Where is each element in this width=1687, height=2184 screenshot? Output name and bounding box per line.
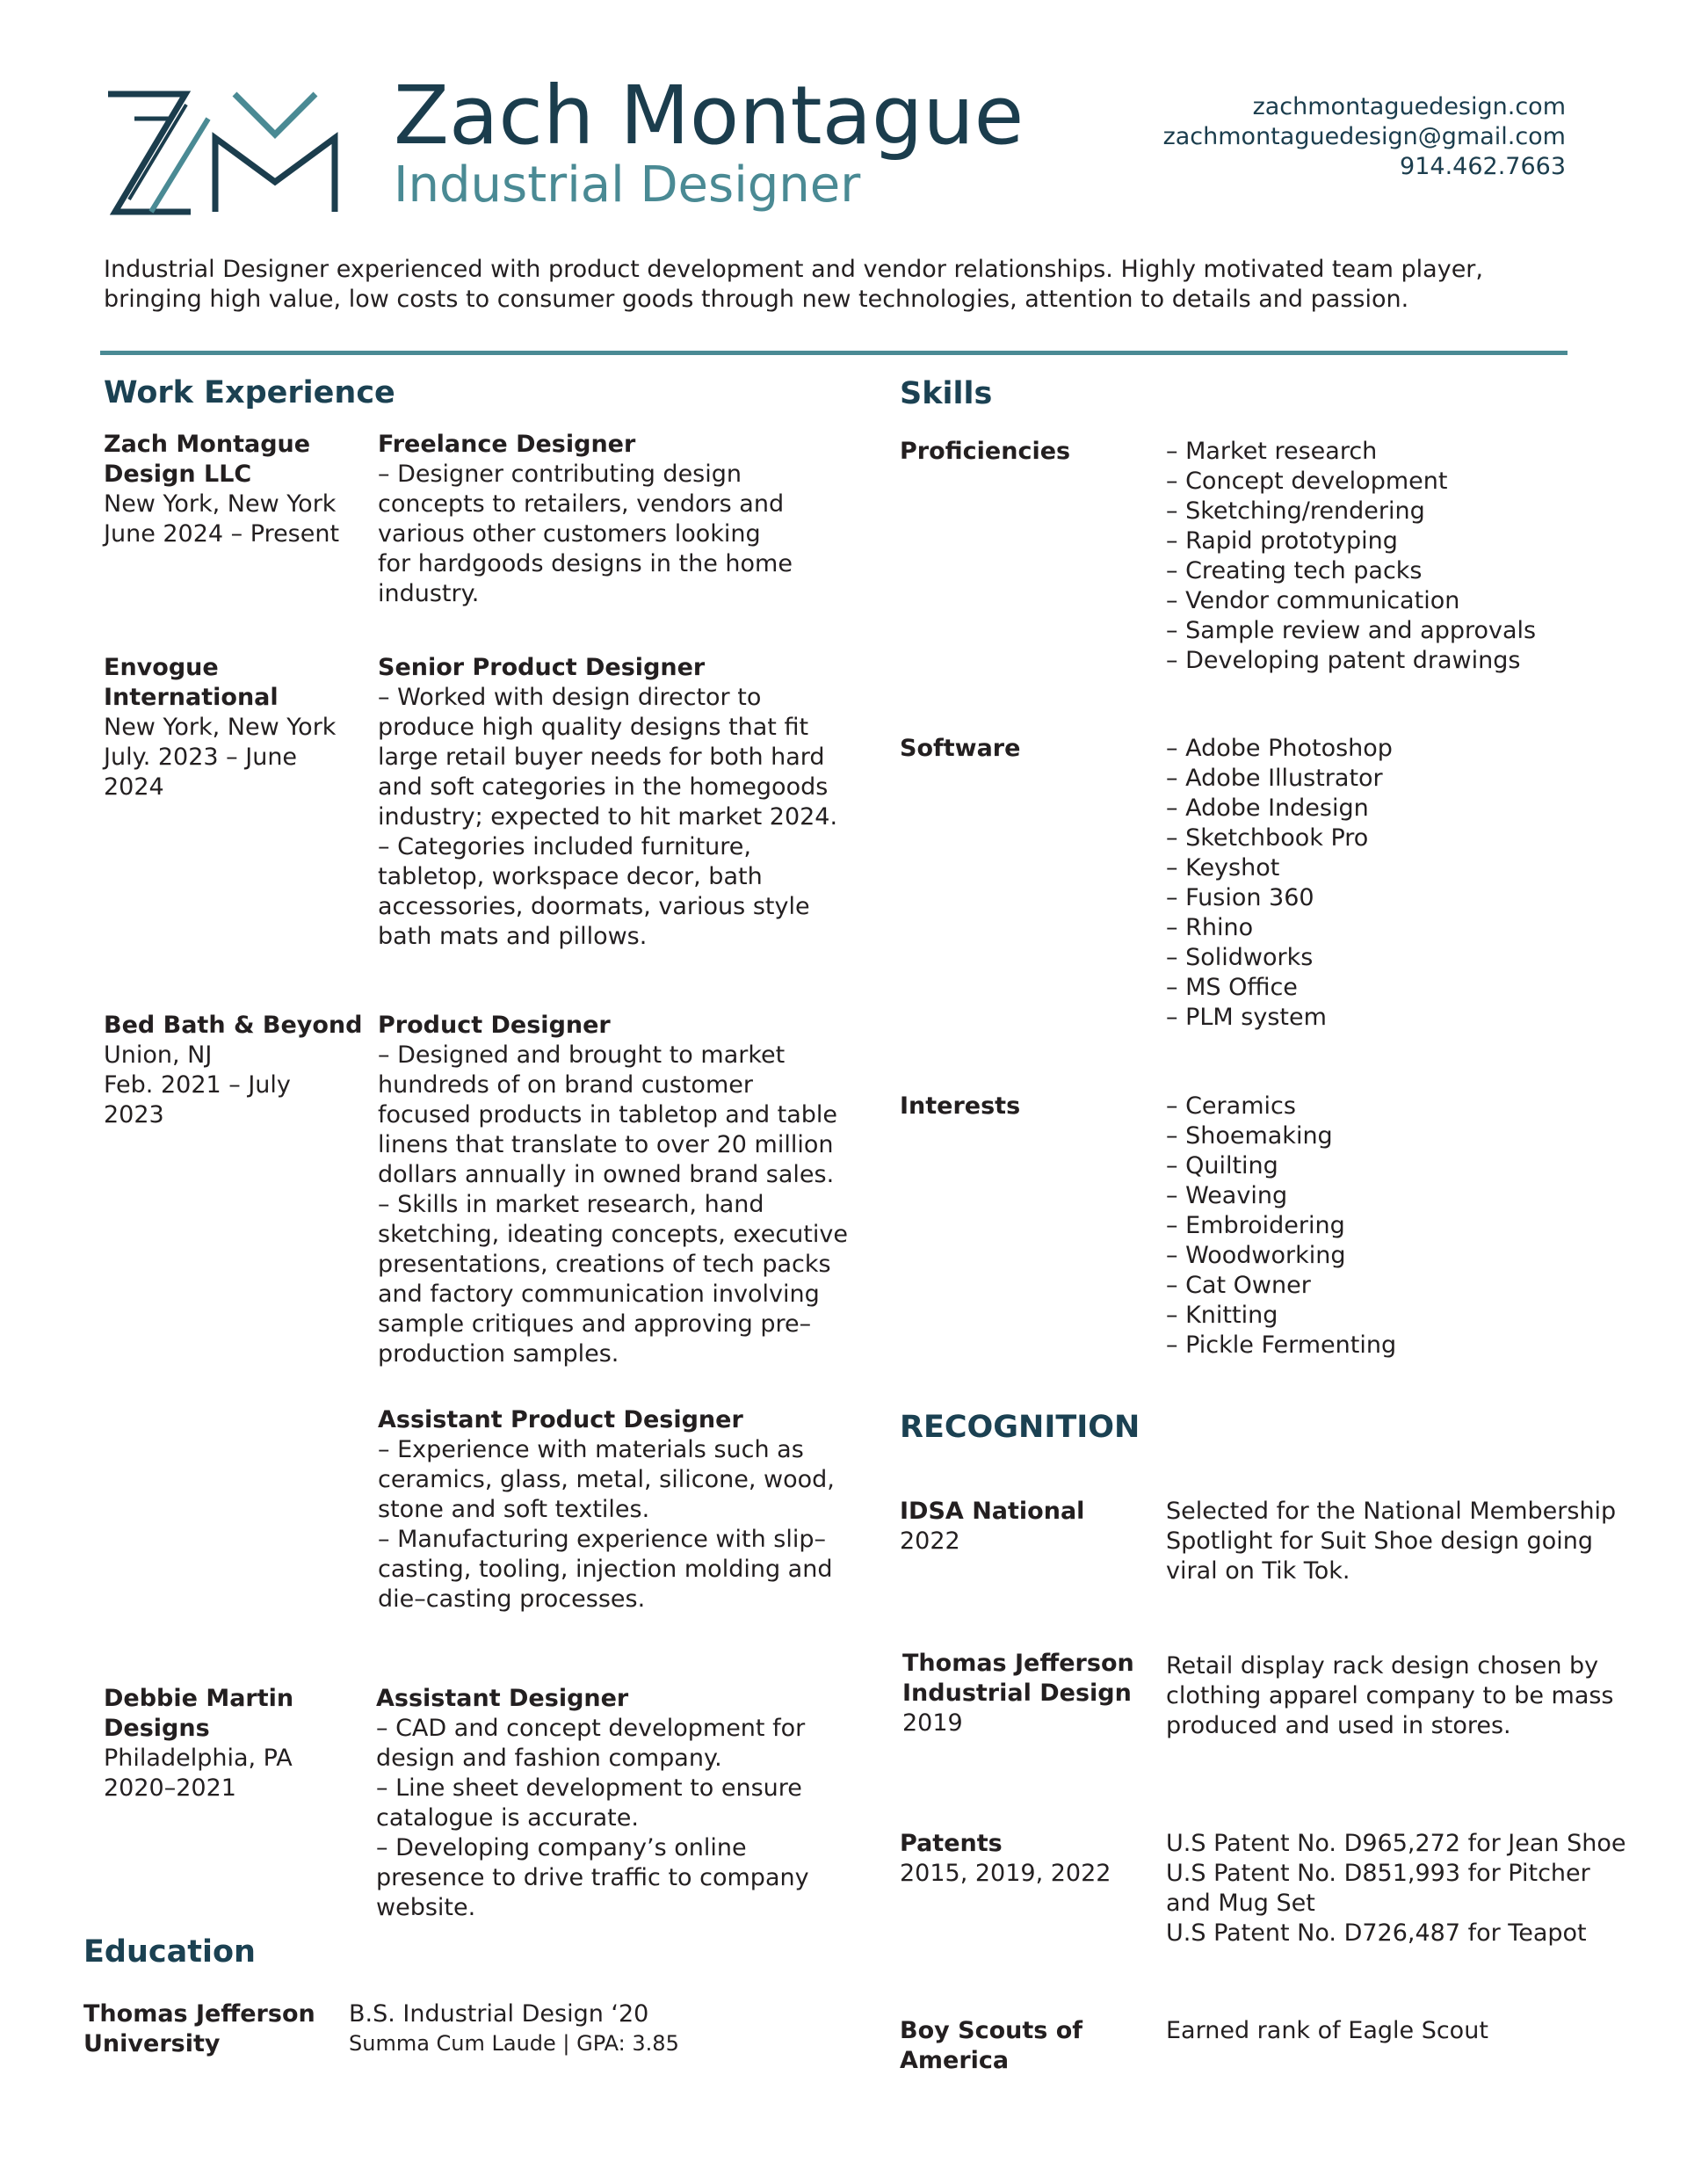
header-divider: [100, 351, 1568, 355]
job-desc-line: – Line sheet development to ensure: [376, 1774, 802, 1802]
job-desc-line: bath mats and pillows.: [378, 923, 648, 950]
recognition-heading: RECOGNITION: [900, 1410, 1140, 1445]
award-name: Boy Scouts of: [900, 2017, 1083, 2044]
job-desc-line: concepts to retailers, vendors and: [378, 490, 785, 518]
company-name: Bed Bath & Beyond: [104, 1012, 363, 1039]
list-item: – Adobe Indesign: [1166, 795, 1369, 822]
job-title: Freelance Designer: [378, 431, 636, 458]
list-item: – Developing patent drawings: [1166, 647, 1521, 674]
job-dates: 2023: [104, 1101, 164, 1128]
job-desc-line: die–casting processes.: [378, 1585, 646, 1613]
job-desc-line: hundreds of on brand customer: [378, 1071, 753, 1099]
list-item: – Embroidering: [1166, 1212, 1345, 1239]
job-dates: July. 2023 – June: [104, 744, 298, 771]
job-title: Assistant Designer: [376, 1685, 629, 1712]
award-year: 2022: [900, 1527, 960, 1555]
company-name: International: [104, 684, 279, 711]
award-desc-line: U.S Patent No. D851,993 for Pitcher: [1166, 1860, 1590, 1887]
award-desc-line: clothing apparel company to be mass: [1166, 1682, 1614, 1709]
company-name: Envogue: [104, 654, 219, 681]
job-desc-line: for hardgoods designs in the home: [378, 550, 793, 577]
job-desc-line: tabletop, workspace decor, bath: [378, 863, 763, 890]
list-item: – Market research: [1166, 438, 1378, 465]
job-desc-line: – Designer contributing design: [378, 461, 742, 488]
list-item: – Sketchbook Pro: [1166, 824, 1369, 852]
list-item: – Adobe Photoshop: [1166, 735, 1393, 762]
award-year: 2019: [902, 1709, 963, 1737]
award-desc: [1166, 1497, 1616, 1586]
job-location: Union, NJ: [104, 1041, 213, 1069]
award-name: America: [900, 2047, 1010, 2074]
list-item: – Cat Owner: [1166, 1272, 1311, 1299]
job-dates: Feb. 2021 – July: [104, 1071, 291, 1099]
proficiencies-label: Proficiencies: [900, 438, 1071, 465]
company-name: Debbie Martin: [104, 1685, 294, 1712]
job-desc-line: presentations, creations of tech packs: [378, 1251, 831, 1278]
school-name: University: [83, 2030, 221, 2057]
list-item: – MS Office: [1166, 974, 1298, 1001]
award-name: IDSA National: [900, 1498, 1085, 1525]
award-meta: [900, 2016, 1082, 2076]
list-item: – Adobe Illustrator: [1166, 765, 1383, 792]
job-desc-line: and factory communication involving: [378, 1281, 820, 1308]
job-title: Senior Product Designer: [378, 654, 706, 681]
job-desc-line: – Categories included furniture,: [378, 833, 751, 860]
award-desc-line: viral on Tik Tok.: [1166, 1557, 1350, 1585]
honors: Summa Cum Laude | GPA: 3.85: [349, 2031, 679, 2056]
proficiencies-list: [1166, 437, 1536, 676]
job-desc-line: dollars annually in owned brand sales.: [378, 1161, 835, 1188]
list-item: – Fusion 360: [1166, 884, 1314, 911]
candidate-name: Zach Montague: [394, 69, 1025, 163]
award-meta: [902, 1649, 1134, 1738]
list-item: – Solidworks: [1166, 944, 1314, 971]
company-name: Design LLC: [104, 461, 252, 488]
skills-heading: Skills: [900, 376, 993, 411]
list-item: – Knitting: [1166, 1302, 1278, 1329]
award-name: Industrial Design: [902, 1680, 1132, 1707]
job-desc-line: – CAD and concept development for: [376, 1715, 806, 1742]
job-desc-line: – Worked with design director to: [378, 684, 762, 711]
job-desc-line: catalogue is accurate.: [376, 1804, 639, 1832]
job-desc-line: – Designed and brought to market: [378, 1041, 786, 1069]
job-desc-line: ceramics, glass, metal, silicone, wood,: [378, 1466, 835, 1493]
website-link[interactable]: zachmontaguedesign.com: [1252, 93, 1566, 120]
job-desc-line: accessories, doormats, various style: [378, 893, 810, 920]
list-item: – Keyshot: [1166, 854, 1280, 882]
job-location: New York, New York: [104, 714, 337, 741]
list-item: – Pickle Fermenting: [1166, 1331, 1397, 1359]
job-body: [378, 653, 837, 952]
interests-list: [1166, 1092, 1396, 1360]
company-name: Designs: [104, 1715, 210, 1742]
job-body: [378, 1405, 835, 1614]
job-desc-line: industry; expected to hit market 2024.: [378, 803, 838, 831]
work-experience-heading: Work Experience: [104, 375, 395, 410]
award-meta: [900, 1497, 1084, 1556]
job-desc-line: linens that translate to over 20 million: [378, 1131, 834, 1158]
award-desc: [1166, 1651, 1614, 1741]
list-item: – PLM system: [1166, 1004, 1327, 1031]
job-body: [378, 1011, 848, 1369]
list-item: – Shoemaking: [1166, 1122, 1333, 1150]
job-desc-line: – Skills in market research, hand: [378, 1191, 764, 1218]
award-desc-line: Selected for the National Membership: [1166, 1498, 1617, 1525]
job-desc-line: – Experience with materials such as: [378, 1436, 804, 1463]
job-meta: [104, 430, 339, 549]
award-desc-line: Spotlight for Suit Shoe design going: [1166, 1527, 1593, 1555]
job-desc-line: stone and soft textiles.: [378, 1496, 650, 1523]
job-desc-line: website.: [376, 1894, 476, 1921]
job-meta: [104, 1684, 293, 1803]
list-item: – Woodworking: [1166, 1242, 1346, 1269]
software-label: Software: [900, 735, 1021, 762]
software-list: [1166, 734, 1393, 1033]
award-desc: [1166, 2016, 1488, 2046]
job-desc-line: presence to drive traffic to company: [376, 1864, 809, 1891]
job-dates: June 2024 – Present: [104, 520, 340, 548]
summary-line: Industrial Designer experienced with product development and vendor relationships. Highly motivated team player,: [104, 256, 1483, 283]
company-name: Zach Montague: [104, 431, 311, 458]
job-dates: 2024: [104, 773, 164, 801]
award-desc-line: U.S Patent No. D726,487 for Teapot: [1166, 1919, 1587, 1947]
job-desc-line: sketching, ideating concepts, executive: [378, 1221, 848, 1248]
award-desc: [1166, 1829, 1626, 1948]
list-item: – Sketching/rendering: [1166, 497, 1425, 525]
job-title: Assistant Product Designer: [378, 1406, 743, 1433]
list-item: – Concept development: [1166, 468, 1448, 495]
contact-block: [1074, 92, 1566, 182]
list-item: – Weaving: [1166, 1182, 1288, 1209]
award-desc-line: Retail display rack design chosen by: [1166, 1652, 1599, 1680]
job-body: [376, 1684, 809, 1923]
list-item: – Creating tech packs: [1166, 557, 1423, 584]
education-degree: [349, 1999, 679, 2057]
award-year: 2015, 2019, 2022: [900, 1860, 1111, 1887]
list-item: – Rapid prototyping: [1166, 527, 1398, 555]
list-item: – Quilting: [1166, 1152, 1278, 1179]
zm-logo: [103, 85, 338, 217]
award-name: Thomas Jefferson: [902, 1650, 1134, 1677]
job-desc-line: large retail buyer needs for both hard: [378, 744, 825, 771]
list-item: – Vendor communication: [1166, 587, 1460, 614]
job-location: Philadelphia, PA: [104, 1745, 293, 1772]
job-location: New York, New York: [104, 490, 337, 518]
email-link[interactable]: zachmontaguedesign@gmail.com: [1162, 123, 1566, 150]
job-desc-line: produce high quality designs that fit: [378, 714, 809, 741]
summary: [104, 255, 1571, 315]
award-name: Patents: [900, 1830, 1003, 1857]
award-desc-line: produced and used in stores.: [1166, 1712, 1511, 1739]
list-item: – Rhino: [1166, 914, 1254, 941]
job-desc-line: focused products in tabletop and table: [378, 1101, 838, 1128]
summary-line: bringing high value, low costs to consumer goods through new technologies, attention to details and passion.: [104, 286, 1409, 313]
list-item: – Sample review and approvals: [1166, 617, 1537, 644]
degree: B.S. Industrial Design ‘20: [349, 2000, 649, 2028]
job-desc-line: sample critiques and approving pre–: [378, 1310, 812, 1338]
job-desc-line: – Manufacturing experience with slip–: [378, 1526, 826, 1553]
interests-label: Interests: [900, 1092, 1021, 1120]
phone-number: 914.462.7663: [1400, 153, 1566, 180]
job-body: [378, 430, 793, 609]
job-dates: 2020–2021: [104, 1774, 236, 1802]
education-school: [83, 1999, 315, 2059]
award-desc-line: U.S Patent No. D965,272 for Jean Shoe: [1166, 1830, 1626, 1857]
job-desc-line: industry.: [378, 580, 480, 607]
job-desc-line: and soft categories in the homegoods: [378, 773, 829, 801]
award-meta: [900, 1829, 1111, 1889]
job-desc-line: various other customers looking: [378, 520, 761, 548]
school-name: Thomas Jefferson: [83, 2000, 315, 2028]
job-desc-line: design and fashion company.: [376, 1745, 722, 1772]
award-desc-line: Earned rank of Eagle Scout: [1166, 2017, 1488, 2044]
candidate-title: Industrial Designer: [394, 156, 861, 214]
list-item: – Ceramics: [1166, 1092, 1296, 1120]
job-desc-line: production samples.: [378, 1340, 619, 1368]
job-desc-line: – Developing company’s online: [376, 1834, 747, 1861]
job-meta: [104, 1011, 362, 1130]
award-desc-line: and Mug Set: [1166, 1890, 1315, 1917]
job-title: Product Designer: [378, 1012, 611, 1039]
job-desc-line: casting, tooling, injection molding and: [378, 1556, 833, 1583]
education-heading: Education: [83, 1934, 256, 1970]
job-meta: [104, 653, 336, 802]
